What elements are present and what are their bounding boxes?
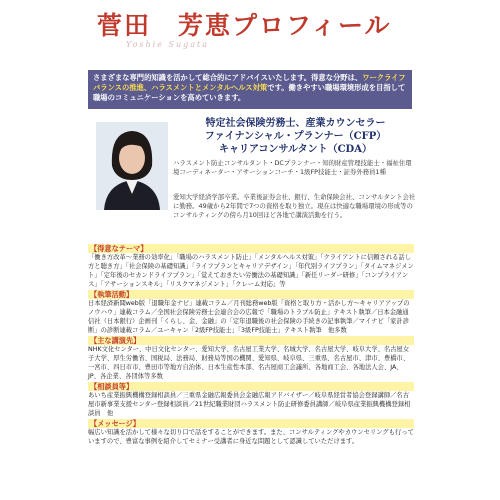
page-title: 菅田 芳恵プロフィール [97, 11, 392, 40]
qualifications-text: ハラスメント防止コンサルタント・DCプランナー・知的財産管理技能士・福祉住環境コーディネーター・アサーションコーチ・1級FP技能士・証券外務員1種 [173, 159, 412, 176]
profile-sections [88, 243, 414, 447]
intro-text-before: さまざまな専門的知識を活かして総合的にアドバイスいたします。得意な分野は、 [93, 73, 363, 82]
intro-box [88, 70, 412, 109]
credential-line: 特定社会保険労務士、産業カウンセラー [205, 118, 386, 129]
section-heading-advisor: 【相談員等】 [88, 382, 414, 391]
section-body-writing: 日本経済新聞web版「退職年金ナビ」連載コラム／月刊総務web版「資格と取り方・活かし方～キャリアアップのノウハウ」連載コラム／全国社会保険労務士会連合会の広報で「職場のトラブル防止」テキスト執筆／日本金融通信社（日本銀行）企画刊「くらし、金、金融」の「定年退職後の社会保険の手続きの記事執筆／マイナビ「家計診断」の診断連載コラム／ユーキャン「2級FP技能士」「3級FP技能士」テキスト執筆 他多数 [88, 300, 410, 334]
section-body-lectures: NHK文化センター、中日文化センター、愛知大学、名古屋工業大学、名城大学、名古屋大学、岐阜大学、名古屋女子大学、厚生労働省、国税局、法務局、財務局等国の機関、愛知県、岐阜県、三重県、名古屋市、津市、豊橋市、一宮市、四日市市、豊田市等地方自治体、日本生産性本部、名古屋商工会議所、各地商工会、各地法人会、JA、JP、各企業、各団体等多数 [88, 346, 410, 380]
bio-text: 愛知大学経済学部卒業。卒業後証券会社、銀行、生命保険会社、コンサルタント会社に勤務。49歳から2年間で7つの資格を取り独立。現在は快適な職場環境の形成等のコンサルティングの傍ら月10回ほど各地で講演活動を行う。 [173, 193, 416, 219]
section-heading-lectures: 【主な講演先】 [88, 336, 414, 345]
intro-highlight: ワークライフバランスの推進、ハラスメントとメンタルヘルス対策 [93, 73, 406, 92]
credential-line: ファイナンシャル・プランナー（CFP） [204, 131, 387, 142]
section-heading-writing: 【執筆活動】 [88, 290, 414, 299]
profile-photo [96, 122, 168, 210]
section-heading-message: 【メッセージ】 [88, 419, 414, 428]
section-body-themes: 「働き方改革～業務の効率化」「職場のハラスメント防止」「メンタルヘルス対策」「クライアントに信頼される話し方と聴き方」「社会保険の基礎知識」「ライフプランとキャリアデザイン」「年代別ライフプラン」「タイムマネジメント」「定年後のセカンドライフプラン」「覚えておきたい労働法の基礎知識」「新任リーダー研修」「コンプライアンス」「アサーションスキル」「リスクマネジメント」「クレーム対応」等 [88, 254, 414, 288]
section-body-advisor: あいち産業振興機構登録相談員／三重県金融広報委員会金融広報アドバイザー／岐阜県経営者協会登録講師／名古屋市新事業支援センター登録相談員／21世紀職業財団ハラスメント防止研修委員講師／岐阜県産業振興機構登録相談員 他 [88, 392, 411, 417]
section-body-message: 幅広い知識を活かして様々な切り口で話をすることができます。また、コンサルティングやカウンセリングも行っていますので、豊富な事例を紹介してセミナー受講者に身近な問題として認識していただけます。 [88, 429, 414, 445]
credential-line: キャリアコンサルタント（CDA） [219, 144, 372, 155]
credentials [173, 117, 418, 156]
page-subtitle: Yoshie Sugata [126, 40, 210, 49]
section-heading-themes: 【得意なテーマ】 [88, 244, 414, 253]
portrait-image [96, 122, 168, 210]
intro-text-after: です。働きやすい職場環境形成を目指して職場のコミュニケーションを高めていきます。 [93, 83, 406, 102]
